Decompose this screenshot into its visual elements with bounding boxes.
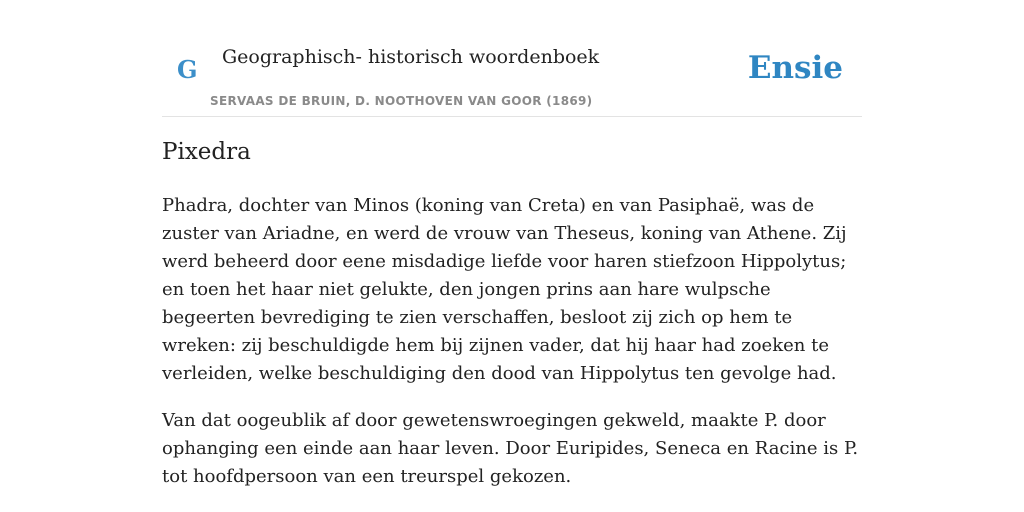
entry-paragraph: Van dat oogeublik af door gewetenswroegingen gekweld, maakte P. door ophanging een einde aan haar leven. Door Euripides, Seneca en Racine is P. tot hoofdpersoon van een treurspel gekozen.: [162, 410, 859, 487]
ensie-logo[interactable]: Ensie: [747, 50, 843, 86]
book-header: [162, 40, 862, 117]
entry-body: [162, 192, 862, 510]
entry-paragraph: Phadra, dochter van Minos (koning van Creta) en van Pasiphaë, was de zuster van Ariadne, en werd de vrouw van Theseus, koning van Athene. Zij werd beheerd door eene misdadige liefde voor haren stiefzoon Hippolytus; en toen het haar niet gelukte, den jongen prins aan hare wulpsche begeerten bevrediging te zien verschaffen, besloot zij zich op hem te wreken: zij beschuldigde hem bij zijnen vader, dat hij haar had zoeken te verleiden, welke beschuldiging den dood van Hippolytus ten gevolge had.: [162, 195, 847, 384]
book-author: SERVAAS DE BRUIN, D. NOOTHOVEN VAN GOOR (1869): [210, 94, 593, 108]
entry-title: Pixedra: [162, 139, 251, 165]
book-initial-letter: G: [177, 55, 198, 84]
book-title-link[interactable]: Geographisch- historisch woordenboek: [222, 46, 600, 68]
